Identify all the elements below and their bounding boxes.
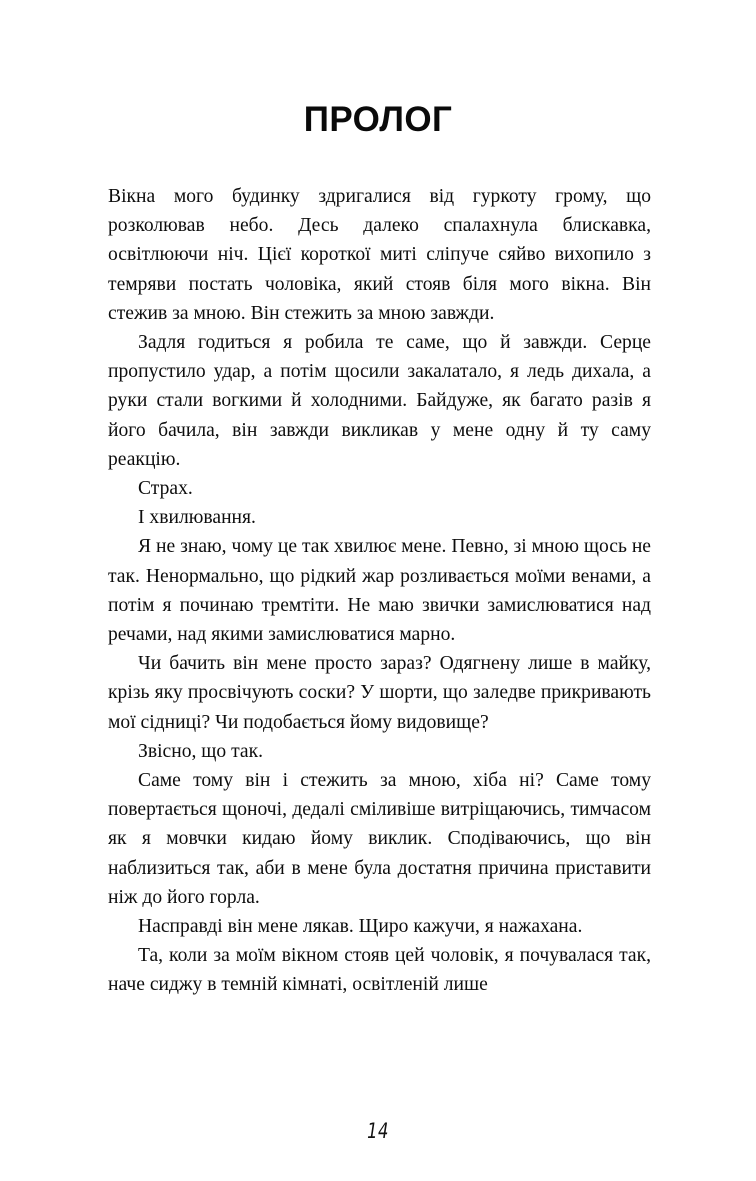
paragraph: Насправді він мене лякав. Щиро кажучи, я нажахана.: [138, 916, 583, 938]
paragraph: Страх.: [138, 478, 193, 500]
paragraph: Та, коли за моїм вікном стояв цей чоловік, я почувалася так, наче сиджу в темній кімнаті, освітленій лише: [108, 945, 651, 996]
paragraph: Звісно, що так.: [138, 740, 263, 762]
paragraph: Чи бачить він мене просто зараз? Одягнену лише в майку, крізь яку просвічують соски? У шорти, що заледве прикривають мої сідниці? Чи подобається йому видовище?: [108, 653, 651, 733]
body-text-column: [108, 182, 651, 1000]
page-title: ПРОЛОГ: [303, 100, 453, 139]
paragraph: Я не знаю, чому це так хвилює мене. Певно, зі мною щось не так. Ненормально, що рідкий жар розливається моїми венами, а потім я починаю тремтіти. Не маю звички замислюватися над речами, над якими замислюватися марно.: [108, 536, 651, 646]
paragraph: Задля годиться я робила те саме, що й завжди. Серце пропустило удар, а потім щосили закалатало, я ледь дихала, а руки стали вогкими й холодними. Байдуже, як багато разів я його бачила, він завжди викликав у мене одну й ту саму реакцію.: [108, 332, 651, 470]
page-number: 14: [367, 1119, 389, 1143]
paragraph: Саме тому він і стежить за мною, хіба ні? Саме тому повертається щоночі, дедалі сміливіше витріщаючись, тимчасом як я мовчки кидаю йому виклик. Сподіваючись, що він наблизиться так, аби в мене була достатня причина приставити ніж до його горла.: [108, 770, 651, 908]
paragraph: Вікна мого будинку здригалися від гуркоту грому, що розколював небо. Десь далеко спалахнула блискавка, освітлюючи ніч. Цієї короткої миті сліпуче сяйво вихопило з темряви постать чоловіка, який стояв біля мого вікна. Він стежив за мною. Він стежить за мною завжди.: [108, 186, 651, 324]
paragraph: І хвилювання.: [138, 507, 256, 529]
